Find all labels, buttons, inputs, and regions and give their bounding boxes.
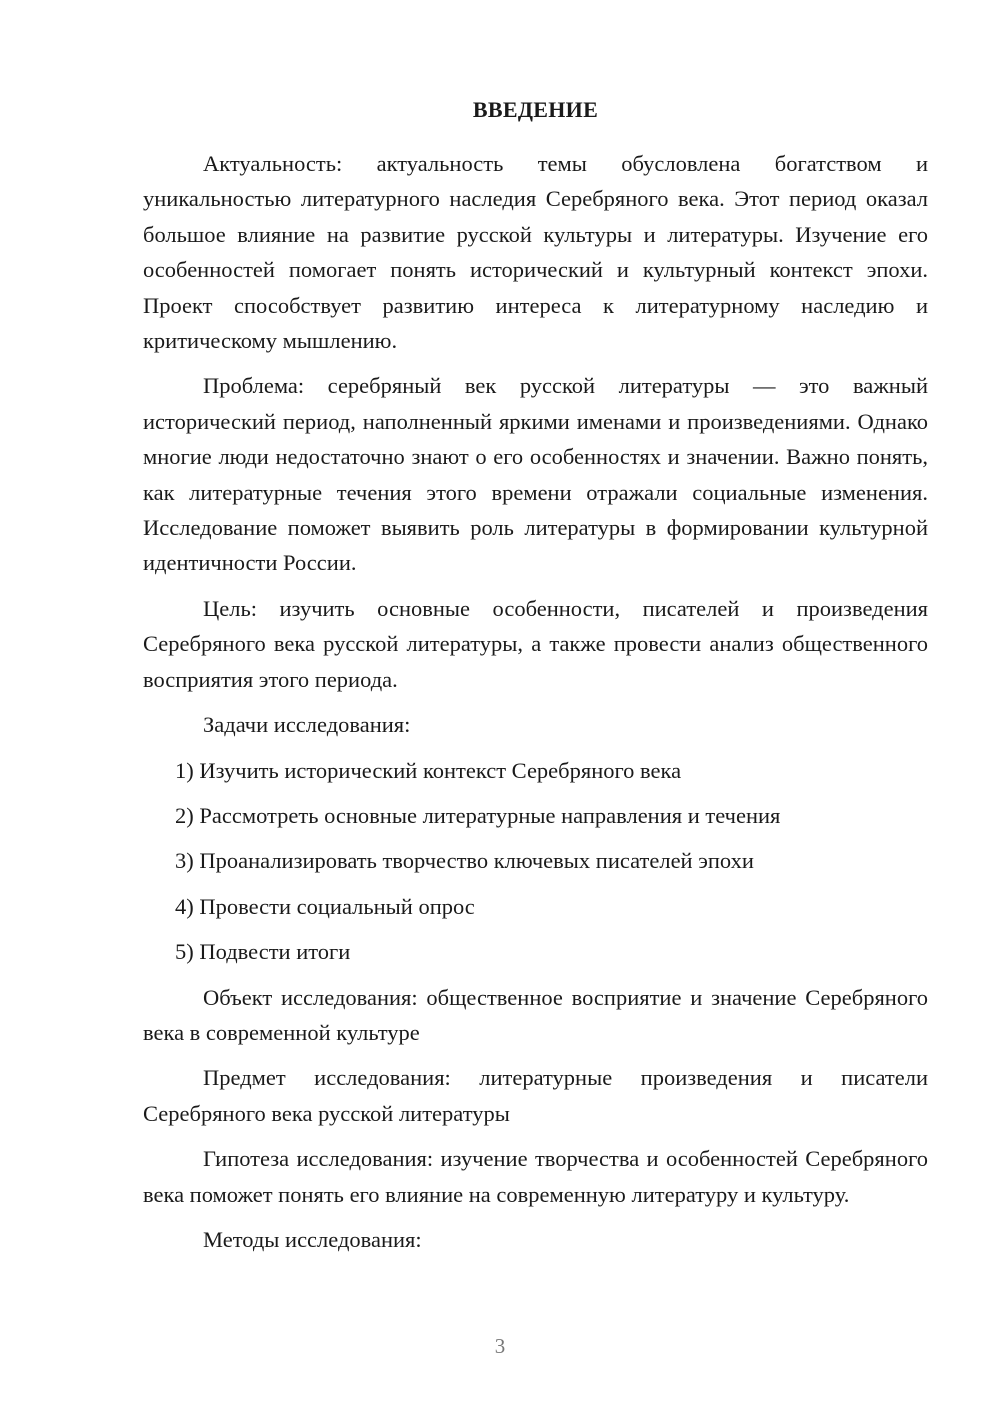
list-item: 4) Провести социальный опрос bbox=[175, 893, 475, 919]
list-item: 2) Рассмотреть основные литературные направления и течения bbox=[175, 802, 781, 828]
list-item: 1) Изучить исторический контекст Серебряного века bbox=[175, 757, 682, 783]
paragraph-relevance: Актуальность: актуальность темы обусловлена богатством и уникальностью литературного наследия Серебряного века. Этот период оказал большое влияние на развитие русской культуры и литературы. Изучение его особенностей помогает понять исторический и культурный контекст эпохи. Проект способствует развитию интереса к литературному наследию и критическому мышлению. bbox=[143, 151, 928, 354]
paragraph-subject: Предмет исследования: литературные произведения и писатели Серебряного века русской литературы bbox=[143, 1065, 928, 1126]
list-item: 5) Подвести итоги bbox=[175, 939, 351, 965]
tasks-list bbox=[143, 753, 928, 970]
paragraph-problem: Проблема: серебряный век русской литературы — это важный исторический период, наполненный яркими именами и произведениями. Однако многие люди недостаточно знают о его особенностях и значении. Важно понять, как литературные течения этого времени отражали социальные изменения. Исследование поможет выявить роль литературы в формировании культурной идентичности России. bbox=[143, 373, 928, 576]
page-number: 3 bbox=[494, 1334, 506, 1358]
document-page bbox=[143, 96, 928, 1267]
paragraph-object: Объект исследования: общественное восприятие и значение Серебряного века в современной культуре bbox=[143, 984, 928, 1045]
list-item: 3) Проанализировать творчество ключевых писателей эпохи bbox=[175, 848, 754, 874]
methods-heading: Методы исследования: bbox=[203, 1226, 422, 1252]
paragraph-hypothesis: Гипотеза исследования: изучение творчества и особенностей Серебряного века поможет понять его влияние на современную литературу и культуру. bbox=[143, 1146, 928, 1207]
tasks-heading: Задачи исследования: bbox=[203, 712, 411, 738]
page-title: ВВЕДЕНИЕ bbox=[472, 97, 599, 122]
paragraph-goal: Цель: изучить основные особенности, писателей и произведения Серебряного века русской литературы, а также провести анализ общественного восприятия этого периода. bbox=[143, 595, 928, 692]
